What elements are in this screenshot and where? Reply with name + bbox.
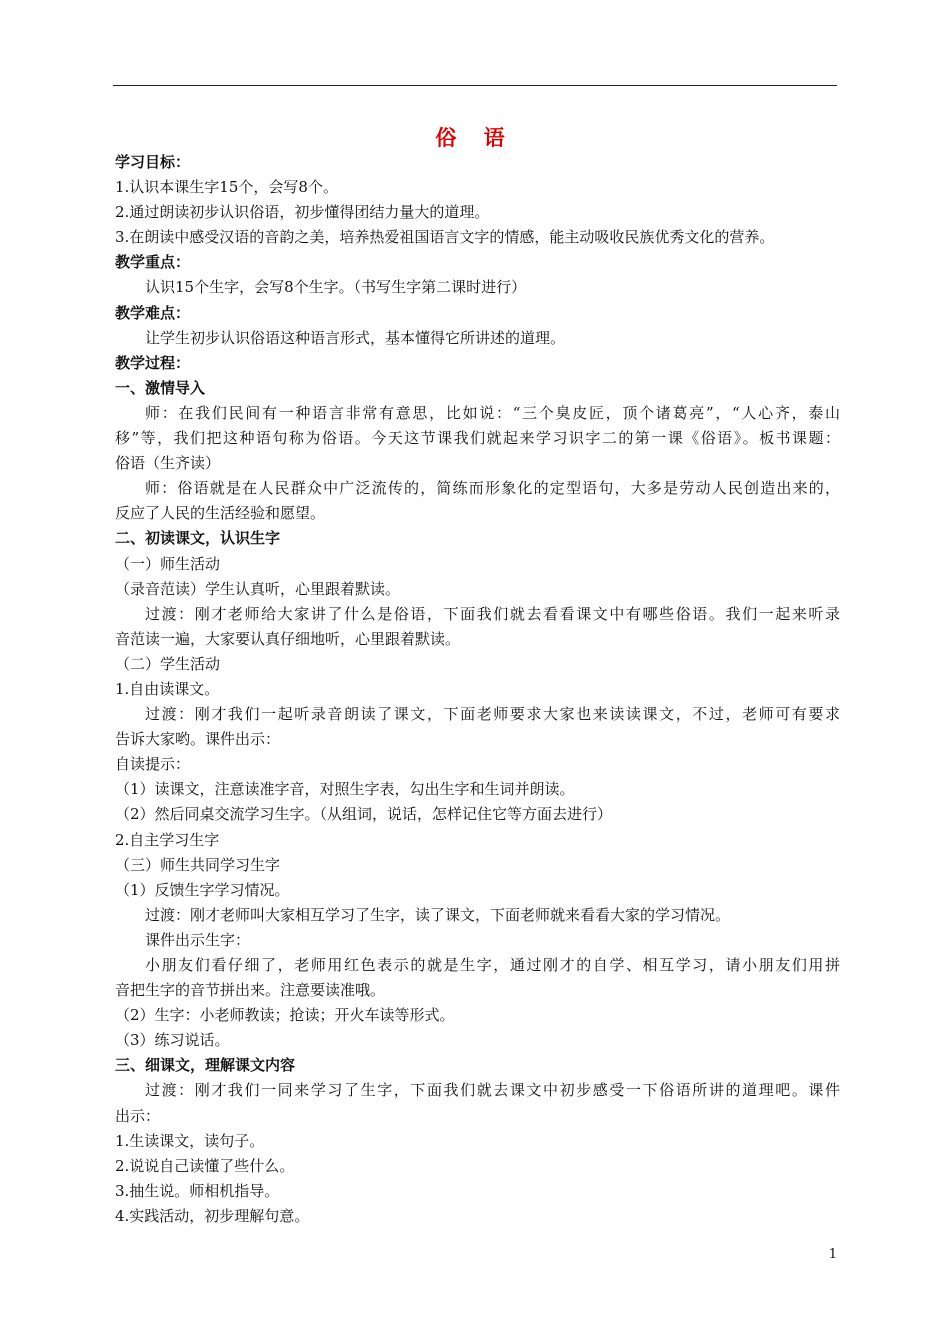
text-line: 3.在朗读中感受汉语的音韵之美，培养热爱祖国语言文字的情感，能主动吸收民族优秀文化的营养。 <box>115 228 775 247</box>
text-line: 俗语（生齐读） <box>115 454 221 473</box>
text-line: 1.自由读课文。 <box>115 679 220 698</box>
section-heading: 二、初读课文，认识生字 <box>115 529 281 548</box>
text-line: 课件出示生字： <box>145 930 251 949</box>
document-body <box>115 150 840 1229</box>
text-line: 师：在我们民间有一种语言非常有意思，比如说：“三个臭皮匠，顶个诸葛亮”，“人心齐，泰山 <box>145 403 840 422</box>
text-line: 出示： <box>115 1106 161 1125</box>
text-line: 让学生初步认识俗语这种语言形式，基本懂得它所讲述的道理。 <box>145 328 566 347</box>
text-line: （1）反馈生字学习情况。 <box>115 880 290 899</box>
text-line: 过渡：刚才我们一起听录音朗读了课文，下面老师要求大家也来读读课文，不过，老师可有要求 <box>145 705 840 724</box>
text-line: 4.实践活动，初步理解句意。 <box>115 1206 310 1225</box>
text-line: 小朋友们看仔细了，老师用红色表示的就是生字，通过刚才的自学、相互学习，请小朋友们用拼 <box>145 956 840 974</box>
text-line: 认识15个生字，会写8个生字。（书写生字第二课时进行） <box>145 278 527 297</box>
text-line: 音把生字的音节拼出来。注意要读准哦。 <box>115 981 386 1000</box>
text-line: 过渡：刚才老师给大家讲了什么是俗语，下面我们就去看看课文中有哪些俗语。我们一起来听录 <box>145 604 840 623</box>
text-line: 师：俗语就是在人民群众中广泛流传的，简练而形象化的定型语句，大多是劳动人民创造出来的， <box>145 479 840 498</box>
text-line: （2）生字：小老师教读；抢读；开火车读等形式。 <box>115 1006 455 1025</box>
text-line: 音范读一遍，大家要认真仔细地听，心里跟着默读。 <box>115 629 461 648</box>
section-heading: 学习目标： <box>115 153 191 171</box>
header-rule <box>113 85 837 86</box>
text-line: 3.抽生说。师相机指导。 <box>115 1181 280 1200</box>
text-line: 1.认识本课生字15个，会写8个。 <box>115 178 338 197</box>
section-heading: 一、激情导入 <box>115 378 206 397</box>
text-line: 1.生读课文，读句子。 <box>115 1131 265 1150</box>
page-number: 1 <box>828 1247 837 1262</box>
page-title: 俗 语 <box>435 125 515 150</box>
section-heading: 教学过程： <box>115 353 191 372</box>
text-line: （二）学生活动 <box>115 654 221 673</box>
section-heading: 教学重点： <box>115 253 191 272</box>
text-line: （录音范读）学生认真听，心里跟着默读。 <box>115 579 401 598</box>
text-line: 2.说说自己读懂了些什么。 <box>115 1156 295 1175</box>
text-line: （一）师生活动 <box>115 554 221 573</box>
text-line: 2.通过朗读初步认识俗语，初步懂得团结力量大的道理。 <box>115 203 490 222</box>
text-line: （3）练习说话。 <box>115 1031 230 1050</box>
text-line: （三）师生共同学习生字 <box>115 855 281 874</box>
text-line: 自读提示： <box>115 755 191 774</box>
text-line: 过渡：刚才老师叫大家相互学习了生字，读了课文，下面老师就来看看大家的学习情况。 <box>145 905 731 924</box>
text-line: 过渡：刚才我们一同来学习了生字，下面我们就去课文中初步感受一下俗语所讲的道理吧。课件 <box>145 1081 840 1100</box>
section-heading: 三、细课文，理解课文内容 <box>115 1056 296 1075</box>
text-line: 2.自主学习生字 <box>115 830 220 849</box>
text-line: 反应了人民的生活经验和愿望。 <box>115 504 326 523</box>
text-line: （2）然后同桌交流学习生字。（从组词，说话，怎样记住它等方面去进行） <box>115 805 613 824</box>
text-line: （1）读课文，注意读准字音，对照生字表，勾出生字和生词并朗读。 <box>115 780 575 799</box>
text-line: 移”等，我们把这种语句称为俗语。今天这节课我们就起来学习识字二的第一课《俗语》。板书课题： <box>115 429 840 448</box>
text-line: 告诉大家哟。课件出示： <box>115 730 281 749</box>
section-heading: 教学难点： <box>115 303 191 322</box>
